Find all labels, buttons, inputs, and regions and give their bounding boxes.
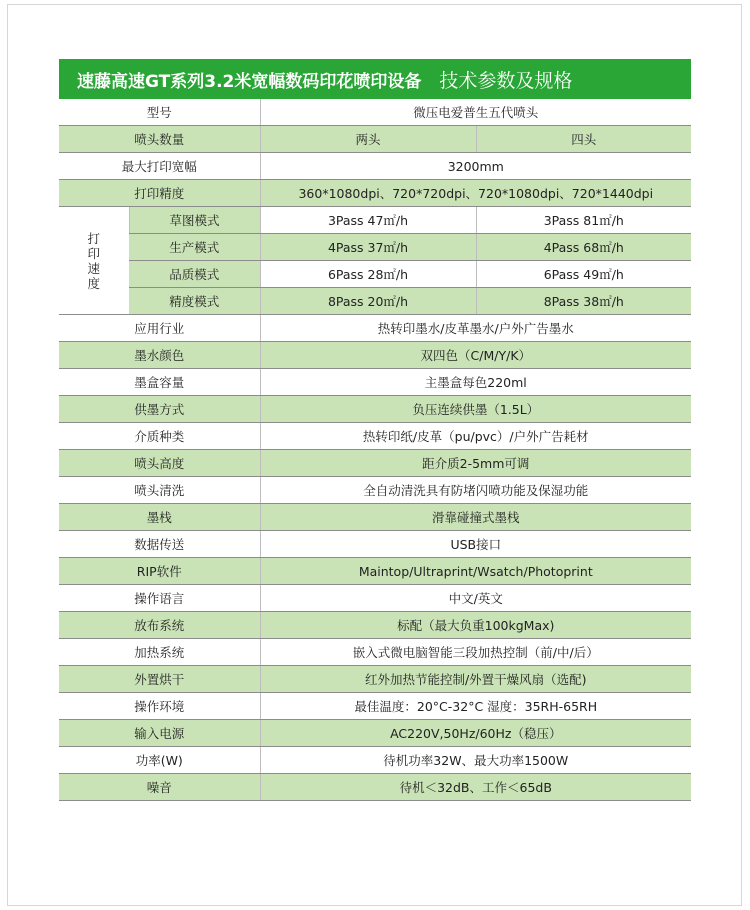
spec-label: 应用行业: [59, 315, 260, 342]
spec-value: 热转印纸/皮革（pu/pvc）/户外广告耗材: [260, 423, 691, 450]
spec-label: 功率(W): [59, 747, 260, 774]
speed-value-two-heads: 6Pass 28㎡/h: [260, 261, 476, 288]
spec-value: 待机＜32dB、工作＜65dB: [260, 774, 691, 801]
spec-value: 标配（最大负重100kgMax): [260, 612, 691, 639]
spec-value: 负压连续供墨（1.5L）: [260, 396, 691, 423]
table-row: [59, 207, 691, 234]
table-row: [59, 585, 691, 612]
speed-value-two-heads: 8Pass 20㎡/h: [260, 288, 476, 315]
spec-value: 热转印墨水/皮革墨水/户外广告墨水: [260, 315, 691, 342]
spec-label: 打印精度: [59, 180, 260, 207]
spec-value: 中文/英文: [260, 585, 691, 612]
table-row: [59, 180, 691, 207]
table-row: [59, 261, 691, 288]
spec-label: 介质种类: [59, 423, 260, 450]
spec-label: 型号: [59, 99, 260, 126]
title-banner: [59, 59, 691, 99]
speed-value-four-heads: 6Pass 49㎡/h: [476, 261, 691, 288]
spec-value: 嵌入式微电脑智能三段加热控制（前/中/后）: [260, 639, 691, 666]
spec-value: 微压电爱普生五代喷头: [260, 99, 691, 126]
spec-value: 全自动清洗具有防堵闪喷功能及保湿功能: [260, 477, 691, 504]
spec-label: 墨盒容量: [59, 369, 260, 396]
speed-value-four-heads: 4Pass 68㎡/h: [476, 234, 691, 261]
spec-label: 加热系统: [59, 639, 260, 666]
table-row: [59, 288, 691, 315]
spec-value: 红外加热节能控制/外置干燥风扇（选配): [260, 666, 691, 693]
speed-mode-label: 生产模式: [129, 234, 260, 261]
table-row: [59, 423, 691, 450]
spec-value: USB接口: [260, 531, 691, 558]
section-subtitle: 技术参数及规格: [439, 69, 573, 92]
table-row: [59, 639, 691, 666]
speed-mode-label: 精度模式: [129, 288, 260, 315]
spec-label: 供墨方式: [59, 396, 260, 423]
table-row: [59, 477, 691, 504]
table-row: [59, 153, 691, 180]
spec-label: 放布系统: [59, 612, 260, 639]
table-row: [59, 234, 691, 261]
spec-label: 噪音: [59, 774, 260, 801]
speed-value-two-heads: 4Pass 37㎡/h: [260, 234, 476, 261]
spec-label: 外置烘干: [59, 666, 260, 693]
spec-value: 主墨盒每色220ml: [260, 369, 691, 396]
spec-label: 墨栈: [59, 504, 260, 531]
print-speed-label: [59, 207, 129, 315]
spec-value-four-heads: 四头: [476, 126, 691, 153]
table-row: [59, 774, 691, 801]
table-row: [59, 369, 691, 396]
spec-value: 待机功率32W、最大功率1500W: [260, 747, 691, 774]
table-row: [59, 126, 691, 153]
speed-value-four-heads: 3Pass 81㎡/h: [476, 207, 691, 234]
table-row: [59, 504, 691, 531]
spec-rows: [59, 315, 691, 801]
spec-value: 360*1080dpi、720*720dpi、720*1080dpi、720*1440dpi: [260, 180, 691, 207]
speed-value-four-heads: 8Pass 38㎡/h: [476, 288, 691, 315]
spec-value-two-heads: 两头: [260, 126, 476, 153]
table-row: [59, 558, 691, 585]
spec-value: 最佳温度：20°C-32°C 湿度：35RH-65RH: [260, 693, 691, 720]
spec-value: 滑靠碰撞式墨栈: [260, 504, 691, 531]
spec-label: RIP软件: [59, 558, 260, 585]
spec-label: 喷头高度: [59, 450, 260, 477]
spec-table: [59, 99, 691, 801]
product-title: 速藤高速GT系列3.2米宽幅数码印花喷印设备: [77, 71, 422, 92]
table-row: [59, 315, 691, 342]
speed-mode-label: 草图模式: [129, 207, 260, 234]
table-row: [59, 612, 691, 639]
spec-value: Maintop/Ultraprint/Wsatch/Photoprint: [260, 558, 691, 585]
spec-label: 输入电源: [59, 720, 260, 747]
table-row: [59, 693, 691, 720]
spec-value: AC220V,50Hz/60Hz（稳压）: [260, 720, 691, 747]
spec-label: 操作环境: [59, 693, 260, 720]
spec-label: 数据传送: [59, 531, 260, 558]
table-row: [59, 99, 691, 126]
spec-value: 双四色（C/M/Y/K）: [260, 342, 691, 369]
spec-label: 墨水颜色: [59, 342, 260, 369]
table-row: [59, 666, 691, 693]
spec-label: 喷头清洗: [59, 477, 260, 504]
speed-mode-label: 品质模式: [129, 261, 260, 288]
spec-label: 操作语言: [59, 585, 260, 612]
table-row: [59, 396, 691, 423]
print-speed-label-text: 打 印 速 度: [87, 230, 100, 291]
spec-value: 距介质2-5mm可调: [260, 450, 691, 477]
spec-label: 最大打印宽幅: [59, 153, 260, 180]
table-row: [59, 747, 691, 774]
table-row: [59, 720, 691, 747]
speed-value-two-heads: 3Pass 47㎡/h: [260, 207, 476, 234]
table-row: [59, 450, 691, 477]
table-row: [59, 342, 691, 369]
spec-label: 喷头数量: [59, 126, 260, 153]
table-row: [59, 531, 691, 558]
spec-value: 3200mm: [260, 153, 691, 180]
